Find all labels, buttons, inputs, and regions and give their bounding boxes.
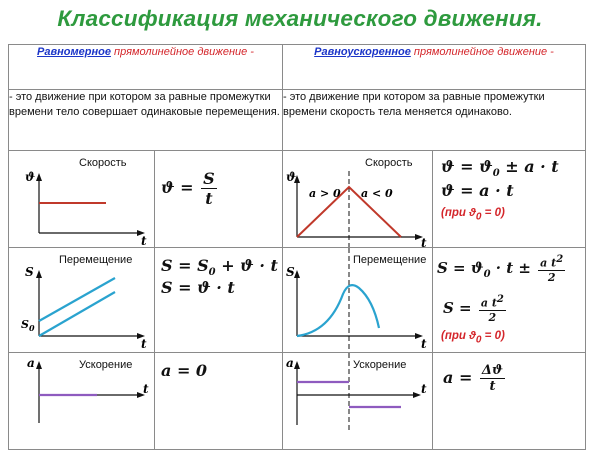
axis-label-s: S: [286, 265, 295, 279]
axis-label-t: t: [141, 337, 147, 351]
axis-label-t: t: [143, 382, 149, 396]
axis-label-a: a: [27, 356, 35, 370]
axis-label-v: ϑ: [286, 170, 297, 184]
acceleration-label-left: Ускорение: [79, 359, 133, 371]
formula-lhs: ϑ =: [161, 178, 200, 197]
fraction-s-over-t: $\frac{S}{t}$: [203, 169, 215, 208]
y-axis-arrow-icon: [294, 361, 300, 369]
fraction-dv-over-t: $\frac{\Delta ϑ}{t}$: [481, 363, 504, 394]
accel-velocity-note: (при ϑ0 = 0): [441, 207, 505, 223]
fraction-at2-over-2: $\frac{\text{a t2}}{2}$: [540, 254, 564, 284]
velocity-row: [9, 151, 586, 248]
displacement-curve: [297, 285, 379, 336]
page-title: Классификация механического движения.: [57, 6, 543, 31]
accel-velocity-formula-cell: [433, 151, 586, 248]
uniform-displacement-formula-1: $S = S_0 + ϑ \cdot t$: [161, 256, 278, 279]
uniform-displacement-graph-cell: [9, 248, 155, 353]
uniform-displacement-formula-cell: [155, 248, 283, 353]
accel-velocity-formula-1: $ϑ = ϑ_0 \pm a \cdot t$: [441, 157, 559, 180]
y-axis-arrow-icon: [36, 361, 42, 369]
uniform-link[interactable]: Равномерное: [37, 46, 111, 58]
y-axis-arrow-icon: [36, 173, 42, 181]
uniform-acceleration-graph-cell: [9, 353, 155, 450]
header-row: [9, 45, 586, 90]
displacement-row: [9, 248, 586, 353]
uniform-displacement-formula-2: S = ϑ · t: [161, 278, 235, 297]
accelerated-link[interactable]: Равноускоренное: [314, 46, 411, 58]
axis-label-v: ϑ: [25, 170, 36, 184]
uniform-velocity-formula: [161, 169, 219, 208]
label-a-lt-0: a < 0: [361, 187, 393, 200]
accel-displacement-formula-2: S = $\frac{\text{a t2}}{2}$: [443, 294, 504, 324]
right-description: - это движение при котором за равные промежутки времени скорость тела меняется одинаково.: [283, 90, 586, 151]
classification-table: [8, 44, 586, 450]
description-row: [9, 90, 586, 151]
acceleration-row: [9, 353, 586, 450]
accelerated-header-rest: прямолинейное движение -: [410, 46, 554, 58]
axis-label-s: S: [25, 265, 34, 279]
right-header: [283, 45, 586, 90]
velocity-label-left: Скорость: [79, 157, 127, 169]
accel-displacement-formula-1: $S = ϑ_0 \cdot t$ ± $\frac{\text{a t2}}{2}$: [437, 254, 564, 284]
fraction-at2-over-2-b: $\frac{\text{a t2}}{2}$: [480, 294, 504, 324]
axis-label-t: t: [421, 236, 427, 247]
accel-acceleration-formula-cell: [433, 353, 586, 450]
uniform-header-rest: прямолинейное движение -: [110, 46, 254, 58]
left-description: - это движение при котором за равные промежутки времени тело совершает одинаковые перемещения.: [9, 90, 283, 151]
accel-velocity-graph-cell: [283, 151, 433, 248]
y-axis-arrow-icon: [36, 270, 42, 278]
uniform-velocity-graph-cell: [9, 151, 155, 248]
axis-label-t: t: [421, 382, 427, 396]
displacement-label-right: Перемещение: [353, 254, 427, 266]
displacement-label-left: Перемещение: [59, 254, 133, 266]
label-a-gt-0: a > 0: [309, 187, 341, 200]
accel-displacement-formula-cell: [433, 248, 586, 353]
y-axis-arrow-icon: [294, 270, 300, 278]
axis-label-s0: $S_0$: [21, 318, 35, 333]
axis-label-t: t: [141, 234, 147, 247]
accel-displacement-note: (при ϑ0 = 0): [441, 330, 505, 346]
acceleration-label-right: Ускорение: [353, 359, 407, 371]
accel-acceleration-formula: a = $\frac{\Delta ϑ}{t}$: [443, 363, 504, 394]
accel-displacement-graph-cell: [283, 248, 433, 353]
velocity-label-right: Скорость: [365, 157, 413, 169]
accel-acceleration-graph-cell: [283, 353, 433, 450]
accel-velocity-formula-2: ϑ = a · t: [441, 181, 514, 200]
axis-label-t: t: [421, 337, 427, 351]
x-axis-arrow-icon: [413, 392, 421, 398]
uniform-velocity-formula-cell: [155, 151, 283, 248]
uniform-acceleration-formula: a = 0: [161, 361, 208, 380]
left-header: [9, 45, 283, 90]
uniform-acceleration-formula-cell: [155, 353, 283, 450]
axis-label-a: a: [286, 356, 294, 370]
